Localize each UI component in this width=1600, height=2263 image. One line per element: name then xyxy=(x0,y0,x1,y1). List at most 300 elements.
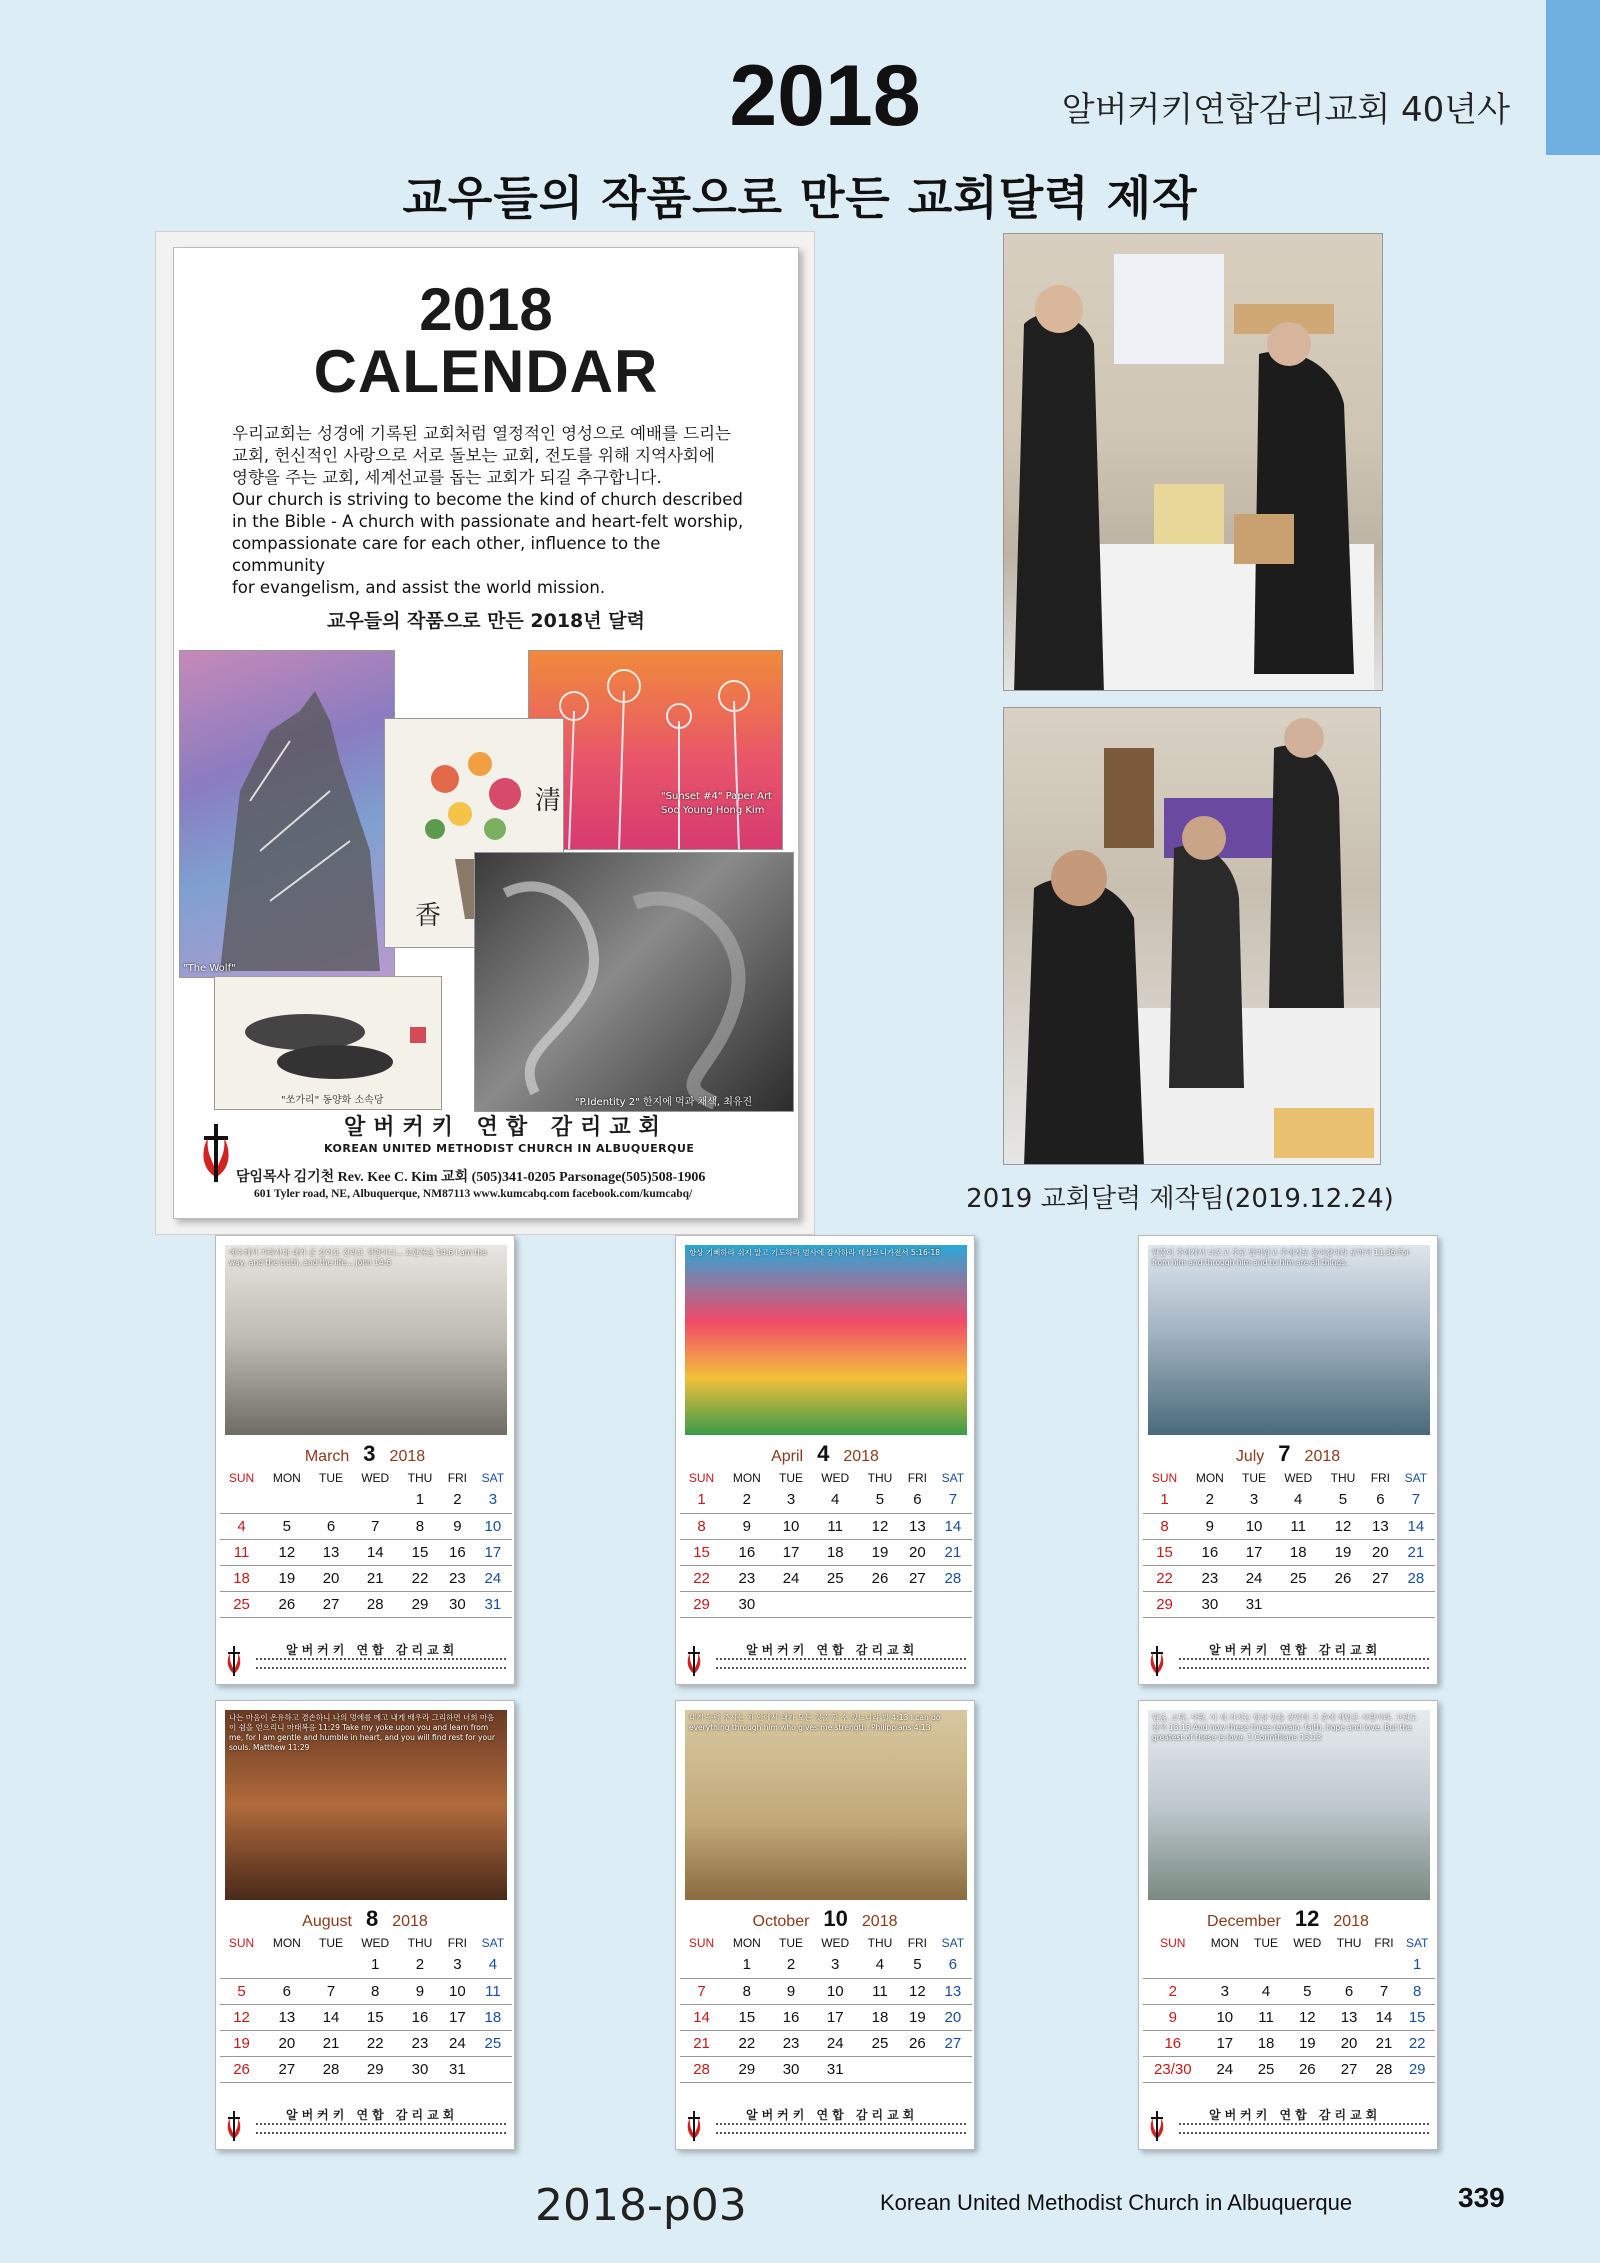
month-artwork xyxy=(1148,1710,1430,1900)
week-row xyxy=(680,1952,972,1978)
day-cell: 22 xyxy=(1399,2030,1435,2056)
day-cell: 14 xyxy=(1369,2004,1400,2030)
day-cell: 17 xyxy=(441,2004,474,2030)
weekday-label: THU xyxy=(867,1936,893,1950)
day-cell: 9 xyxy=(723,1513,771,1539)
day-cell: 26 xyxy=(901,2030,934,2056)
day-cell: 22 xyxy=(399,1565,441,1591)
day-cell: 5 xyxy=(1285,1978,1329,2004)
day-cell: 21 xyxy=(934,1539,972,1565)
weekday-label: SUN xyxy=(228,1471,255,1485)
month-footer xyxy=(216,2106,514,2148)
abstract-illustration xyxy=(475,853,794,1112)
weekday-label: MON xyxy=(1195,1471,1224,1485)
day-cell: 20 xyxy=(901,1539,934,1565)
weekday-label: THU xyxy=(1330,1471,1356,1485)
page-year: 2018 xyxy=(729,48,921,144)
day-cell: 21 xyxy=(680,2030,723,2056)
day-cell: 29 xyxy=(399,1591,441,1617)
month-year: 2018 xyxy=(843,1448,879,1465)
day-cell: 5 xyxy=(263,1513,311,1539)
day-cell: 26 xyxy=(263,1591,311,1617)
day-cell: 24 xyxy=(771,1565,812,1591)
month-footer xyxy=(216,1641,514,1683)
day-cell: 12 xyxy=(263,1539,311,1565)
day-cell: 17 xyxy=(771,1539,812,1565)
day-cell: 30 xyxy=(441,1591,474,1617)
day-cell: 4 xyxy=(1247,1978,1285,2004)
day-cell: 22 xyxy=(723,2030,771,2056)
month-number: 10 xyxy=(823,1906,848,1931)
day-cell: 18 xyxy=(220,1565,263,1591)
identity-caption: "P.Identity 2" 한지에 먹과 채색, 최유진 xyxy=(575,1097,753,1108)
sunset-caption: "Sunset #4" Paper Art xyxy=(661,791,772,802)
day-cell: 20 xyxy=(934,2004,972,2030)
day-cell: 4 xyxy=(474,1952,512,1978)
day-cell: 9 xyxy=(1143,2004,1203,2030)
day-cell xyxy=(474,2056,512,2082)
day-cell: 28 xyxy=(351,1591,399,1617)
month-artwork xyxy=(225,1245,507,1435)
day-cell: 4 xyxy=(220,1513,263,1539)
month-number: 12 xyxy=(1294,1906,1320,1931)
day-cell: 7 xyxy=(1397,1487,1435,1513)
day-cell: 5 xyxy=(1322,1487,1364,1513)
day-cell: 15 xyxy=(1143,1539,1186,1565)
day-cell: 1 xyxy=(723,1952,771,1978)
day-cell: 6 xyxy=(1364,1487,1397,1513)
month-calendar-card xyxy=(215,1235,515,1685)
team-photo-2-scene xyxy=(1004,708,1381,1165)
weekday-label: SAT xyxy=(1405,1936,1429,1950)
week-row xyxy=(1143,2004,1435,2030)
day-cell: 10 xyxy=(811,1978,859,2004)
mission-en-line: Our church is striving to become the kind of church described xyxy=(232,490,743,509)
day-cell: 15 xyxy=(351,2004,399,2030)
weekday-label: TUE xyxy=(319,1471,344,1485)
month-verse: 내게 능력 주시는 자 안에서 내가 모든 것을 할 수 있느니라 빌 4:13 I can do everything through him who gives me strength. Philippians 4:13 xyxy=(689,1713,941,1732)
cover-church-name-kr: 알버커키 연합 감리교회 xyxy=(344,1115,668,1140)
day-cell: 3 xyxy=(474,1487,512,1513)
footer-fine-print xyxy=(1179,1667,1429,1670)
mission-en-line: compassionate care for each other, influence to the community xyxy=(232,534,661,575)
methodist-cross-flame-logo xyxy=(1147,1643,1167,1677)
day-cell: 16 xyxy=(399,2004,441,2030)
day-cell: 3 xyxy=(1203,1978,1247,2004)
week-row xyxy=(220,2056,512,2082)
day-cell: 19 xyxy=(263,1565,311,1591)
footer-fine-print xyxy=(716,1658,966,1661)
weekday-row xyxy=(680,1469,972,1487)
footer-fine-print xyxy=(256,1667,506,1670)
wolf-caption: "The Wolf" xyxy=(183,963,236,974)
footer-fine-print xyxy=(256,2123,506,2126)
day-cell: 20 xyxy=(311,1565,352,1591)
day-cell: 24 xyxy=(1203,2056,1247,2082)
sunset-artist: Soo Young Hong Kim xyxy=(661,805,765,816)
weekday-label: SUN xyxy=(1151,1471,1178,1485)
day-cell: 11 xyxy=(474,1978,512,2004)
day-cell: 8 xyxy=(680,1513,723,1539)
weekday-label: FRI xyxy=(447,1471,468,1485)
weekday-label: SAT xyxy=(481,1936,505,1950)
day-cell: 12 xyxy=(859,1513,901,1539)
day-cell: 14 xyxy=(934,1513,972,1539)
weekday-label: MON xyxy=(272,1471,301,1485)
day-cell: 23 xyxy=(723,1565,771,1591)
day-cell: 8 xyxy=(1143,1513,1186,1539)
month-verse: 믿음, 소망, 사랑, 이 세 가지는 항상 있을 것인데 그 중에 제일은 사랑이라. 고린도전서 13:13 And now these three remain: faith, hope and love. But the greatest of these is love. 1 Corinthians 13:13 xyxy=(1152,1713,1418,1742)
week-row xyxy=(1143,2030,1435,2056)
day-cell: 18 xyxy=(1247,2030,1285,2056)
month-header xyxy=(1139,1906,1437,1932)
day-cell: 31 xyxy=(474,1591,512,1617)
week-row xyxy=(220,1978,512,2004)
page-edge-tab xyxy=(1546,0,1600,155)
day-cell xyxy=(263,1952,311,1978)
flower-illustration xyxy=(529,651,783,850)
month-name: March xyxy=(304,1448,350,1465)
day-cell: 2 xyxy=(771,1952,812,1978)
week-row xyxy=(220,2004,512,2030)
day-cell: 26 xyxy=(1285,2056,1329,2082)
team-photo-2 xyxy=(1003,707,1381,1165)
day-cell: 22 xyxy=(1143,1565,1186,1591)
weekday-label: WED xyxy=(1293,1936,1322,1950)
month-number: 8 xyxy=(365,1906,379,1931)
day-cell xyxy=(263,1487,311,1513)
day-cell: 2 xyxy=(399,1952,441,1978)
day-cell: 2 xyxy=(723,1487,771,1513)
week-row xyxy=(680,2056,972,2082)
cover-subtitle: 교우들의 작품으로 만든 2018년 달력 xyxy=(327,610,645,632)
day-cell: 21 xyxy=(351,1565,399,1591)
photo-caption: 2019 교회달력 제작팀(2019.12.24) xyxy=(966,1184,1394,1214)
day-cell: 16 xyxy=(1186,1539,1234,1565)
day-cell: 14 xyxy=(351,1539,399,1565)
day-cell: 11 xyxy=(811,1513,859,1539)
day-cell: 25 xyxy=(220,1591,263,1617)
methodist-cross-flame-logo xyxy=(1147,2108,1167,2142)
day-cell xyxy=(1203,1952,1247,1978)
day-cell: 25 xyxy=(859,2030,901,2056)
cover-pastor-contact: 담임목사 김기천 Rev. Kee C. Kim 교회 (505)341-0205 Parsonage(505)508-1906 xyxy=(236,1170,706,1185)
day-cell: 10 xyxy=(771,1513,812,1539)
month-grid xyxy=(680,1469,972,1618)
day-cell: 11 xyxy=(220,1539,263,1565)
month-verse: 항상 기뻐하라 쉬지 말고 기도하라 범사에 감사하라 데살로니가전서 5:16-18 xyxy=(689,1248,941,1257)
day-cell xyxy=(311,1952,352,1978)
day-cell: 6 xyxy=(1330,1978,1369,2004)
month-grid xyxy=(220,1469,512,1618)
day-cell: 1 xyxy=(1399,1952,1435,1978)
day-cell: 28 xyxy=(680,2056,723,2082)
day-cell: 10 xyxy=(474,1513,512,1539)
day-cell: 17 xyxy=(1234,1539,1275,1565)
weekday-label: SAT xyxy=(481,1471,505,1485)
day-cell: 6 xyxy=(311,1513,352,1539)
day-cell: 18 xyxy=(811,1539,859,1565)
day-cell: 13 xyxy=(934,1978,972,2004)
page-number: 339 xyxy=(1458,2182,1505,2213)
day-cell xyxy=(1143,1952,1203,1978)
weekday-label: SUN xyxy=(1160,1936,1186,1950)
month-number: 7 xyxy=(1278,1441,1291,1466)
day-cell: 20 xyxy=(1330,2030,1369,2056)
month-name: October xyxy=(752,1913,810,1930)
month-name: August xyxy=(302,1913,352,1930)
day-cell: 23 xyxy=(771,2030,812,2056)
day-cell: 26 xyxy=(220,2056,263,2082)
day-cell: 13 xyxy=(1364,1513,1397,1539)
weekday-label: SUN xyxy=(688,1471,715,1485)
day-cell: 8 xyxy=(1399,1978,1435,2004)
day-cell xyxy=(220,1952,263,1978)
day-cell xyxy=(1247,1952,1285,1978)
week-row xyxy=(1143,1487,1435,1513)
fish-artwork xyxy=(214,976,442,1110)
week-row xyxy=(220,1591,512,1617)
day-cell: 7 xyxy=(1369,1978,1400,2004)
weekday-label: TUE xyxy=(1254,1936,1279,1950)
day-cell: 13 xyxy=(263,2004,311,2030)
weekday-label: MON xyxy=(732,1471,761,1485)
footer-fine-print xyxy=(716,1667,966,1670)
day-cell xyxy=(934,1591,972,1617)
day-cell: 29 xyxy=(1399,2056,1435,2082)
day-cell xyxy=(680,1952,723,1978)
day-cell: 6 xyxy=(934,1952,972,1978)
day-cell: 9 xyxy=(441,1513,474,1539)
day-cell: 16 xyxy=(441,1539,474,1565)
day-cell: 27 xyxy=(311,1591,352,1617)
day-cell: 21 xyxy=(1397,1539,1435,1565)
month-footer-church-name: 알버커키 연합 감리교회 xyxy=(286,2108,459,2122)
month-year: 2018 xyxy=(392,1913,428,1930)
week-row xyxy=(220,1513,512,1539)
team-photo-1 xyxy=(1003,233,1383,691)
methodist-cross-flame-logo xyxy=(224,1643,244,1677)
sunset-artwork xyxy=(528,650,783,850)
day-cell: 28 xyxy=(1397,1565,1435,1591)
weekday-row xyxy=(220,1469,512,1487)
mission-kr-line: 영향을 주는 교회, 세계선교를 돕는 교회가 되길 추구합니다. xyxy=(232,468,662,487)
month-year: 2018 xyxy=(1304,1448,1341,1465)
month-verse: 만물이 주에게서 나오고 주로 말미암고 주에게로 돌아감이라 로마서 11:36 For from him and through him and to him are all things. xyxy=(1152,1248,1410,1267)
month-grid xyxy=(220,1934,512,2083)
month-artwork xyxy=(685,1245,967,1435)
cover-year: 2018 xyxy=(419,276,553,343)
weekday-label: SAT xyxy=(1404,1471,1428,1485)
day-cell: 27 xyxy=(1330,2056,1369,2082)
day-cell: 28 xyxy=(1369,2056,1400,2082)
month-year: 2018 xyxy=(1333,1913,1369,1930)
cover-title: CALENDAR xyxy=(313,338,659,405)
month-name: July xyxy=(1235,1448,1265,1465)
month-calendar-card xyxy=(1138,1235,1438,1685)
day-cell: 30 xyxy=(1186,1591,1234,1617)
day-cell: 31 xyxy=(441,2056,474,2082)
day-cell xyxy=(901,1591,934,1617)
day-cell: 31 xyxy=(1234,1591,1275,1617)
day-cell: 2 xyxy=(441,1487,474,1513)
day-cell: 12 xyxy=(901,1978,934,2004)
month-name: December xyxy=(1207,1913,1281,1930)
weekday-label: SUN xyxy=(688,1936,715,1950)
week-row xyxy=(220,1565,512,1591)
day-cell: 9 xyxy=(771,1978,812,2004)
month-header xyxy=(676,1441,974,1467)
month-footer-church-name: 알버커키 연합 감리교회 xyxy=(746,1643,919,1657)
day-cell: 31 xyxy=(811,2056,859,2082)
month-calendar-card xyxy=(215,1700,515,2150)
weekday-label: TUE xyxy=(319,1936,344,1950)
weekday-label: WED xyxy=(361,1471,390,1485)
day-cell: 15 xyxy=(723,2004,771,2030)
day-cell: 29 xyxy=(680,1591,723,1617)
weekday-row xyxy=(1143,1934,1435,1952)
day-cell: 27 xyxy=(263,2056,311,2082)
week-row xyxy=(680,2030,972,2056)
day-cell: 8 xyxy=(399,1513,441,1539)
weekday-label: FRI xyxy=(447,1936,468,1950)
day-cell: 11 xyxy=(1274,1513,1322,1539)
weekday-label: MON xyxy=(272,1936,301,1950)
month-number: 4 xyxy=(817,1441,830,1466)
day-cell: 19 xyxy=(859,1539,901,1565)
month-grid xyxy=(1143,1469,1435,1618)
day-cell: 25 xyxy=(811,1565,859,1591)
day-cell xyxy=(1322,1591,1364,1617)
day-cell: 5 xyxy=(220,1978,263,2004)
week-row xyxy=(680,1565,972,1591)
day-cell: 11 xyxy=(859,1978,901,2004)
day-cell: 13 xyxy=(1330,2004,1369,2030)
weekday-label: WED xyxy=(821,1936,850,1950)
week-row xyxy=(1143,1539,1435,1565)
month-grid xyxy=(680,1934,972,2083)
day-cell: 30 xyxy=(399,2056,441,2082)
week-row xyxy=(680,1539,972,1565)
month-footer xyxy=(1139,1641,1437,1683)
week-row xyxy=(1143,1513,1435,1539)
month-footer-church-name: 알버커키 연합 감리교회 xyxy=(1209,2108,1382,2122)
day-cell: 3 xyxy=(811,1952,859,1978)
day-cell: 20 xyxy=(1364,1539,1397,1565)
day-cell xyxy=(859,1591,901,1617)
day-cell: 19 xyxy=(901,2004,934,2030)
weekday-label: MON xyxy=(732,1936,761,1950)
month-artwork xyxy=(1148,1245,1430,1435)
footer-fine-print xyxy=(1179,2132,1429,2135)
day-cell: 20 xyxy=(263,2030,311,2056)
day-cell: 14 xyxy=(1397,1513,1435,1539)
day-cell: 7 xyxy=(680,1978,723,2004)
day-cell: 19 xyxy=(1322,1539,1364,1565)
day-cell: 21 xyxy=(1369,2030,1400,2056)
day-cell: 24 xyxy=(474,1565,512,1591)
week-row xyxy=(680,1978,972,2004)
day-cell: 5 xyxy=(901,1952,934,1978)
methodist-cross-flame-logo xyxy=(224,2108,244,2142)
day-cell xyxy=(1285,1952,1329,1978)
day-cell: 23 xyxy=(1186,1565,1234,1591)
day-cell xyxy=(311,1487,352,1513)
day-cell xyxy=(1369,1952,1400,1978)
month-calendar-card xyxy=(675,1235,975,1685)
week-row xyxy=(680,1591,972,1617)
day-cell: 6 xyxy=(901,1487,934,1513)
week-row xyxy=(220,1952,512,1978)
mission-kr-line: 우리교회는 성경에 기록된 교회처럼 열정적인 영성으로 예배를 드리는 xyxy=(232,424,731,443)
day-cell: 7 xyxy=(311,1978,352,2004)
day-cell: 1 xyxy=(399,1487,441,1513)
day-cell: 9 xyxy=(399,1978,441,2004)
weekday-label: TUE xyxy=(1242,1471,1267,1485)
month-footer xyxy=(676,2106,974,2148)
weekday-label: SAT xyxy=(941,1936,965,1950)
weekday-label: FRI xyxy=(1374,1936,1394,1950)
day-cell: 12 xyxy=(1322,1513,1364,1539)
day-cell: 11 xyxy=(1247,2004,1285,2030)
day-cell xyxy=(1274,1591,1322,1617)
footer-fine-print xyxy=(1179,2123,1429,2126)
day-cell: 8 xyxy=(351,1978,399,2004)
month-number: 3 xyxy=(363,1441,376,1466)
day-cell: 17 xyxy=(474,1539,512,1565)
month-year: 2018 xyxy=(861,1913,898,1930)
day-cell: 26 xyxy=(1322,1565,1364,1591)
day-cell: 15 xyxy=(399,1539,441,1565)
weekday-label: WED xyxy=(361,1936,390,1950)
week-row xyxy=(1143,1978,1435,2004)
wolf-illustration xyxy=(180,651,395,978)
day-cell: 23 xyxy=(399,2030,441,2056)
day-cell: 14 xyxy=(311,2004,352,2030)
day-cell: 2 xyxy=(1186,1487,1234,1513)
day-cell: 17 xyxy=(1203,2030,1247,2056)
week-row xyxy=(1143,1952,1435,1978)
day-cell: 26 xyxy=(859,1565,901,1591)
weekday-label: SUN xyxy=(228,1936,255,1950)
footer-church-name: Korean United Methodist Church in Albuquerque xyxy=(880,2190,1353,2215)
day-cell: 27 xyxy=(934,2030,972,2056)
day-cell: 9 xyxy=(1186,1513,1234,1539)
footer-fine-print xyxy=(1179,1658,1429,1661)
day-cell: 14 xyxy=(680,2004,723,2030)
day-cell xyxy=(901,2056,934,2082)
mission-en-line: for evangelism, and assist the world mission. xyxy=(232,578,606,597)
day-cell xyxy=(351,1487,399,1513)
page-title: 교우들의 작품으로 만든 교회달력 제작 xyxy=(402,171,1198,225)
day-cell: 15 xyxy=(680,1539,723,1565)
day-cell xyxy=(771,1591,812,1617)
day-cell: 4 xyxy=(859,1952,901,1978)
mission-kr-line: 교회, 헌신적인 사랑으로 서로 돌보는 교회, 전도를 위해 지역사회에 xyxy=(232,446,715,465)
week-row xyxy=(680,1487,972,1513)
weekday-row xyxy=(220,1934,512,1952)
day-cell: 18 xyxy=(474,2004,512,2030)
day-cell: 6 xyxy=(263,1978,311,2004)
day-cell: 12 xyxy=(1285,2004,1329,2030)
day-cell: 19 xyxy=(220,2030,263,2056)
calendar-cover xyxy=(173,247,799,1219)
month-header xyxy=(676,1906,974,1932)
week-row xyxy=(1143,1565,1435,1591)
day-cell: 29 xyxy=(1143,1591,1186,1617)
day-cell: 1 xyxy=(680,1487,723,1513)
footer-fine-print xyxy=(256,2132,506,2135)
